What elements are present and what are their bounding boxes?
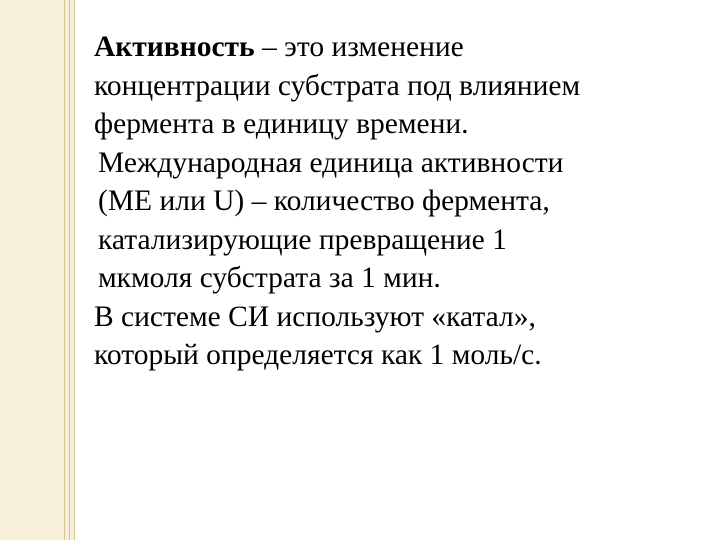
paragraph-si-katal <box>94 298 704 375</box>
paragraph-line: концентрации субстрата под влиянием <box>94 69 581 102</box>
decorative-side-band <box>0 0 74 540</box>
decorative-vertical-line <box>69 0 70 540</box>
paragraph-activity-definition <box>94 28 704 144</box>
paragraph-line: В системе СИ используют «катал», <box>94 300 536 333</box>
paragraph-line: фермента в единицу времени. <box>94 108 469 140</box>
decorative-vertical-line <box>74 0 75 540</box>
paragraph-line <box>94 28 704 67</box>
decorative-vertical-line <box>64 0 65 540</box>
paragraph-international-unit <box>94 144 704 298</box>
slide-body-text <box>94 28 704 375</box>
paragraph-line: мкмоля субстрата за 1 мин. <box>98 262 441 294</box>
paragraph-line: (МЕ или U) – количество фермента, <box>98 185 550 217</box>
paragraph-line: который определяется как 1 моль/с. <box>94 339 542 371</box>
definition-text: – это изменение <box>254 31 464 63</box>
paragraph-line: катализирующие превращение 1 <box>98 223 507 256</box>
paragraph-line: Международная единица активности <box>98 146 564 179</box>
term-activity: Активность <box>94 31 255 63</box>
